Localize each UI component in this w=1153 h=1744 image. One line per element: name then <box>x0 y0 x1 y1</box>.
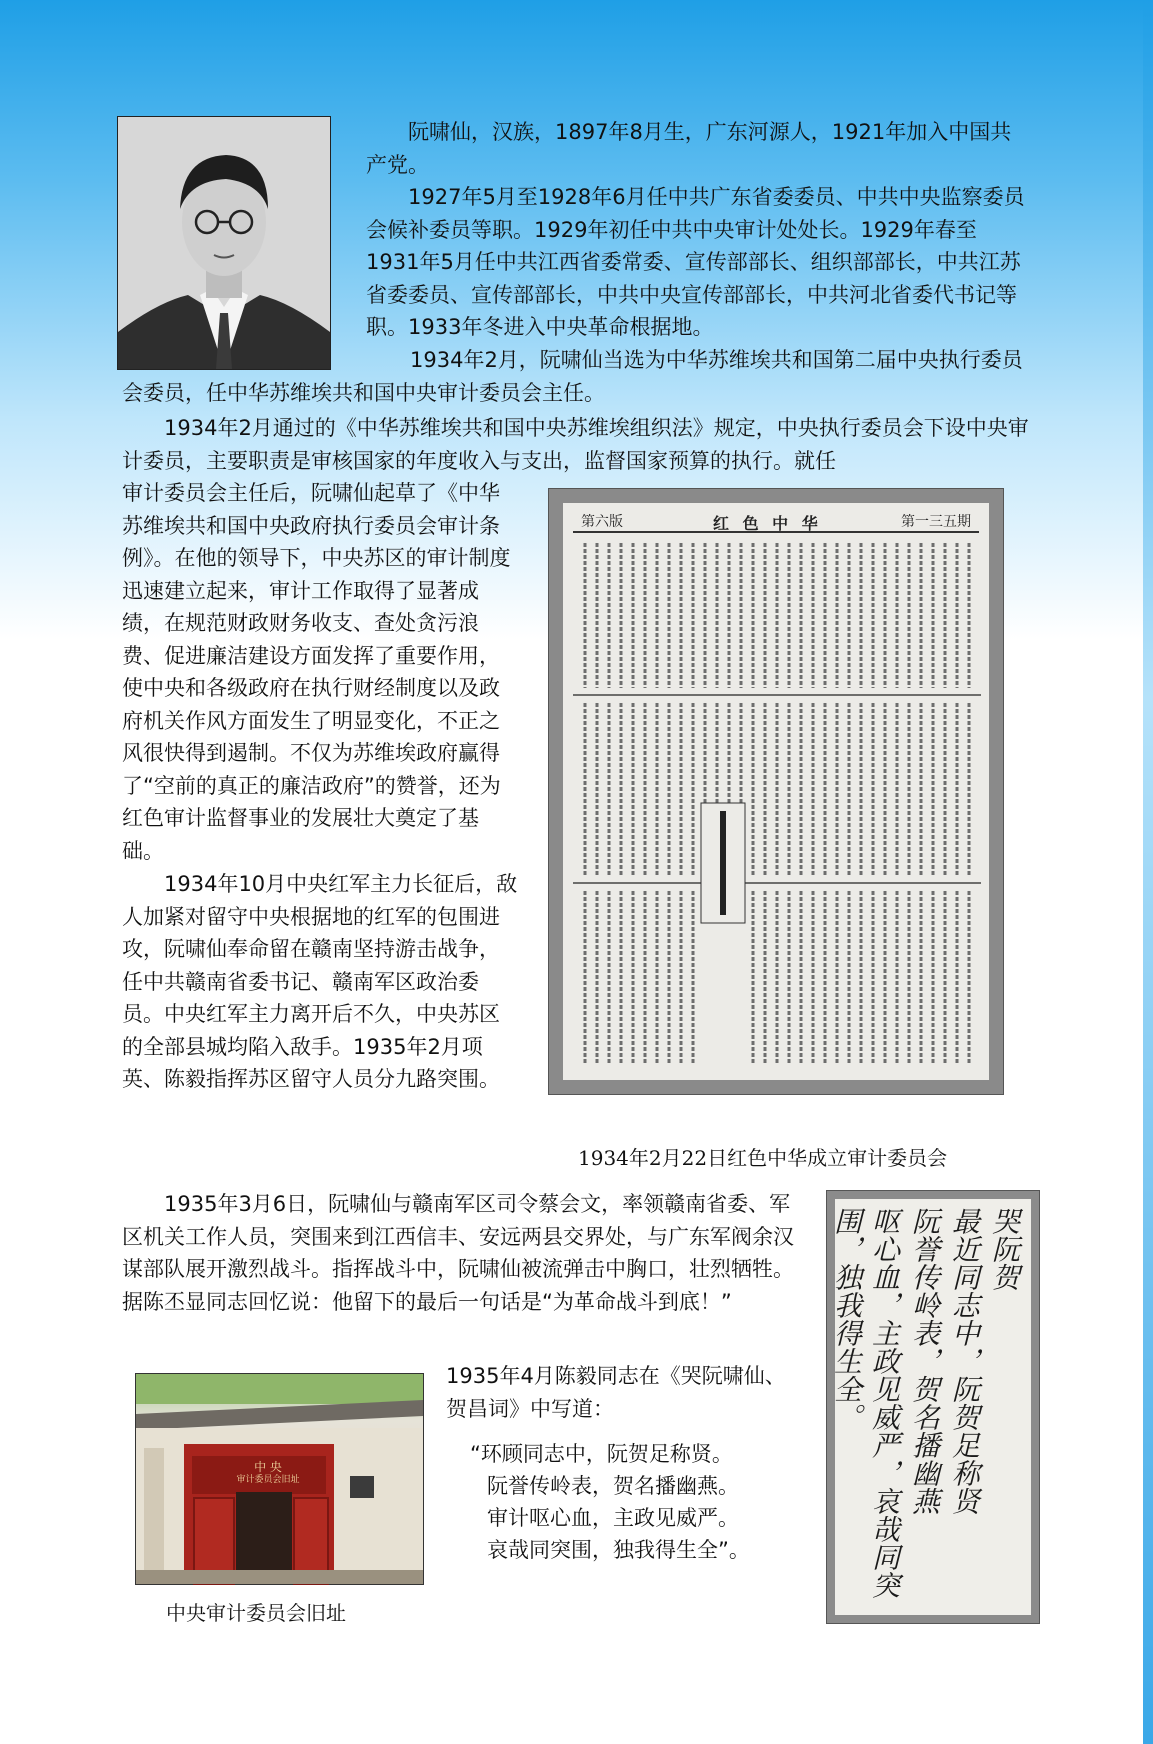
audit-regulation-paragraph: 审计委员会主任后，阮啸仙起草了《中华苏维埃共和国中央政府执行委员会审计条例》。在他的领导下，中央苏区的审计制度迅速建立起来，审计工作取得了显著成绩，在规范财政财务收支、查处贪污浪费、促进廉洁建设方面发挥了重要作用，使中央和各级政府在执行财经制度以及政府机关作风方面发生了明显变化，不正之风很快得到遏制。不仅为苏维埃政府赢得了“空前的真正的廉洁政府”的赞誉，还为红色审计监督事业的发展壮大奠定了基础。 <box>122 481 511 863</box>
portrait-figure <box>118 117 330 369</box>
handwritten-poem-image <box>826 1190 1040 1624</box>
right-edge-strip <box>1143 0 1153 1744</box>
building-caption: 中央审计委员会旧址 <box>166 1601 346 1625</box>
building-photo <box>135 1373 424 1585</box>
poem-line-4: 哀哉同突围，独我得生全”。 <box>487 1538 750 1562</box>
poem-line-3: 审计呕心血，主政见威严。 <box>487 1506 739 1530</box>
newspaper-page-number: 第六版 <box>581 514 623 530</box>
organization-law-paragraph: 1934年2月通过的《中华苏维埃共和国中央苏维埃组织法》规定，中央执行委员会下设中央审计委员，主要职责是审核国家的年度收入与支出，监督国家预算的执行。就任 <box>122 416 1029 473</box>
newspaper-masthead: 红 色 中 华 <box>713 514 822 533</box>
handwriting-column-1: 哭阮贺 <box>988 1207 1021 1291</box>
intro-paragraph-1: 阮啸仙，汉族，1897年8月生，广东河源人，1921年加入中国共产党。 <box>366 120 1012 177</box>
poem-line-2: 阮誉传岭表，贺名播幽燕。 <box>487 1474 739 1498</box>
long-march-paragraph: 1934年10月中央红军主力长征后，敌人加紧对留守中央根据地的红军的包围进攻，阮啸仙奉命留在赣南坚持游击战争，任中共赣南省委书记、赣南军区政治委员。中央红军主力离开后不久，中央苏区的全部县城均陷入敌手。1935年2月项英、陈毅指挥苏区留守人员分九路突围。 <box>122 872 518 1091</box>
building-sign-line-1: 中 央 <box>254 1460 282 1474</box>
handwriting-column-2: 最近同志中，阮贺足称贤 <box>948 1207 981 1515</box>
newspaper-text-columns <box>563 503 991 1078</box>
chen-yi-poem-intro: 1935年4月陈毅同志在《哭阮啸仙、贺昌词》中写道： <box>446 1364 786 1421</box>
handwriting-column-4: 呕心血，主政见威严，哀哉同突 <box>868 1207 901 1599</box>
portrait-photo <box>117 116 331 370</box>
poem-line-1: “环顾同志中，阮贺足称贤。 <box>470 1442 733 1466</box>
intro-paragraph-2: 1927年5月至1928年6月任中共广东省委委员、中共中央监察委员会候补委员等职。1929年初任中共中央审计处处长。1929年春至1931年5月任中共江西省委常委、宣传部部长、组织部部长，中共江苏省委委员、宣传部部长，中共中央宣传部部长，中共河北省委代书记等职。1933年冬进入中央革命根据地。 <box>366 185 1025 339</box>
handwriting-column-3: 阮誉传岭表，贺名播幽燕 <box>908 1207 941 1515</box>
building-sign-line-2: 审计委员会旧址 <box>236 1475 300 1485</box>
newspaper-image <box>548 488 1004 1095</box>
handwriting-column-5: 围，独我得生全。 <box>830 1207 863 1431</box>
newspaper-caption: 1934年2月22日红色中华成立审计委员会 <box>578 1146 948 1170</box>
newspaper-issue: 第一三五期 <box>901 514 971 530</box>
intro-paragraph-3: 1934年2月，阮啸仙当选为中华苏维埃共和国第二届中央执行委员会委员，任中华苏维埃共和国中央审计委员会主任。 <box>122 348 1023 405</box>
battle-paragraph: 1935年3月6日，阮啸仙与赣南军区司令蔡会文，率领赣南省委、军区机关工作人员，突围来到江西信丰、安远两县交界处，与广东军阀余汉谋部队展开激烈战斗。指挥战斗中，阮啸仙被流弹击中胸口，壮烈牺牲。据陈丕显同志回忆说：他留下的最后一句话是“为革命战斗到底！” <box>122 1192 794 1314</box>
